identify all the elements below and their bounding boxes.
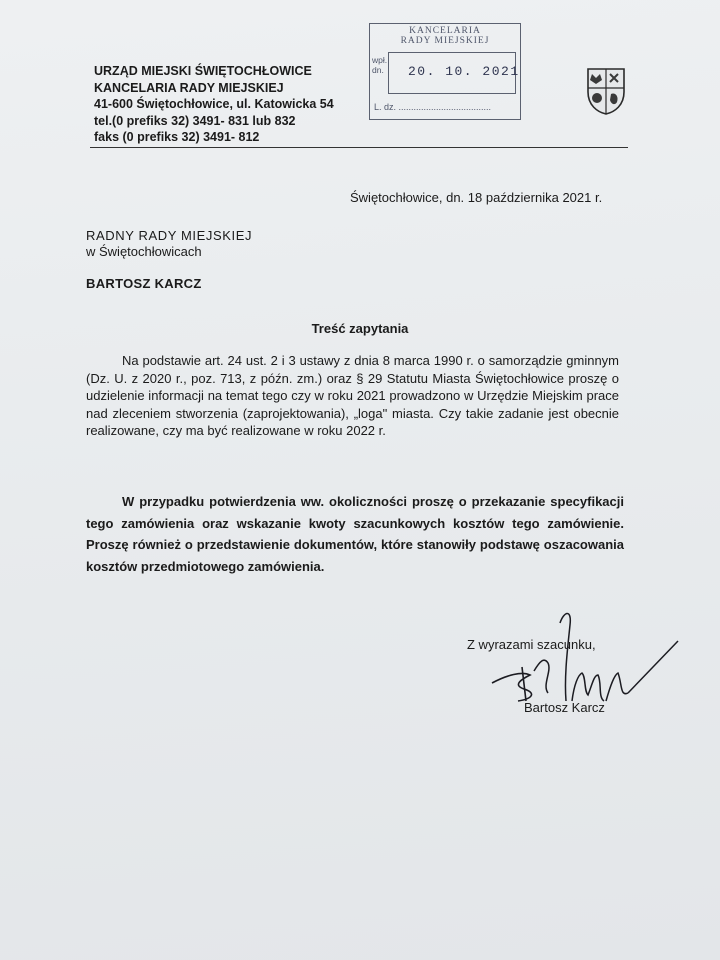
body-paragraph-1: Na podstawie art. 24 ust. 2 i 3 ustawy z dnia 8 marca 1990 r. o samorządzie gminnym (Dz. U. z 2020 r., poz. 713, z późn. zm.) oraz § 29 Statutu Miasta Świętochłowice proszę o udzielenie informacji na temat tego czy w roku 2021 prowadzono w Urzędzie Miejskim prace nad zleceniem stworzenia (zaprojektowania), „loga" miasta. Czy takie zadanie jest obecnie realizowane, czy ma być realizowane w roku 2022 r. [86,353,619,439]
stamp-title-line1: KANCELARIA [409,26,481,36]
handwritten-signature [482,605,687,715]
header-phone: tel.(0 prefiks 32) 3491- 831 lub 832 [94,113,296,128]
office-header [94,63,364,146]
body-paragraph-2: W przypadku potwierdzenia ww. okoliczności proszę o przekazanie specyfikacji tego zamówienia oraz wskazanie kwoty szacunkowych kosztów tego zamówienie. Proszę również o przedstawienie dokumentów, które stanowiły podstawę oszacowania kosztów przedmiotowego zamówienia. [86,494,624,574]
header-fax: faks (0 prefiks 32) 3491- 812 [94,130,260,144]
header-divider [90,147,628,148]
signature-name: Bartosz Karcz [524,700,605,715]
closing-salutation: Z wyrazami szacunku, [467,637,596,652]
stamp-title-line2: RADY MIEJSKIEJ [400,36,490,46]
stamp-dn-text: dn. [372,65,384,75]
header-address: 41-600 Świętochłowice, ul. Katowicka 54 [94,97,334,111]
stamp-wpl-text: wpł. [372,55,388,65]
stamp-title [370,26,520,46]
recipient-title: RADNY RADY MIEJSKIEJ [86,228,253,243]
letter-place-date: Świętochłowice, dn. 18 października 2021 r. [350,190,603,205]
city-coat-of-arms-icon [585,66,627,116]
stamp-received-date: 20. 10. 2021 [408,64,520,79]
stamp-registry-number: L. dz. ..................................... [374,102,492,112]
header-department: KANCELARIA RADY MIEJSKIEJ [94,80,284,95]
author-name: BARTOSZ KARCZ [86,276,202,291]
recipient-block [86,228,252,260]
letter-heading: Treść zapytania [311,321,409,336]
recipient-location: w Świętochłowicach [86,244,202,259]
stamp-received-label [372,55,387,75]
registry-stamp [369,23,521,120]
header-office-name: URZĄD MIEJSKI ŚWIĘTOCHŁOWICE [94,64,312,78]
